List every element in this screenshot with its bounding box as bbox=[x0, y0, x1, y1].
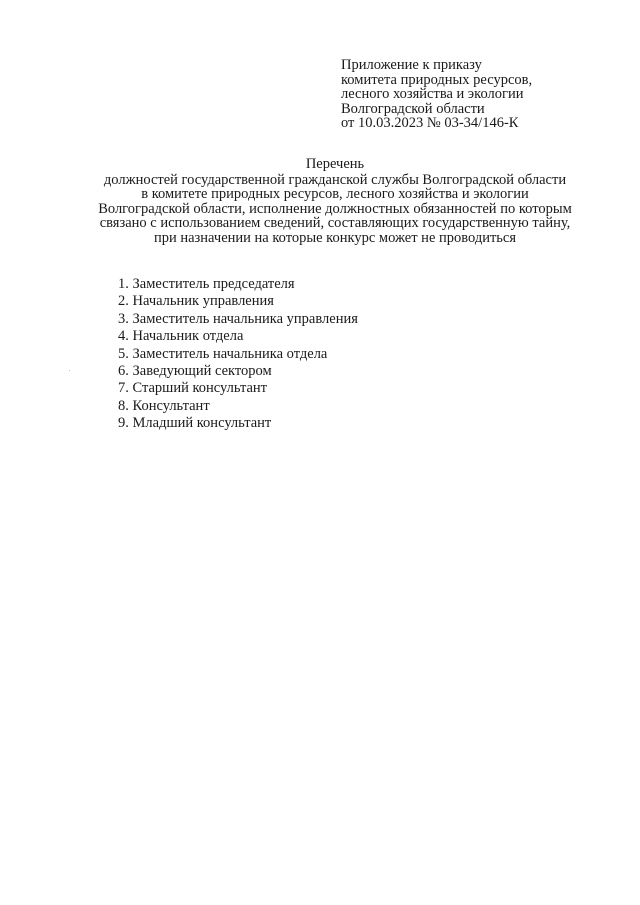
appendix-header bbox=[341, 58, 601, 131]
list-item: 9. Младший консультант bbox=[118, 415, 272, 432]
title-line: должностей государственной гражданской службы Волгоградской области bbox=[103, 171, 567, 188]
list-item: 3. Заместитель начальника управления bbox=[118, 310, 358, 327]
title-line: при назначении на которые конкурс может не проводиться bbox=[153, 229, 517, 246]
appendix-line: комитета природных ресурсов, bbox=[341, 71, 533, 88]
appendix-order-line: от 10.03.2023 № 03-34/146-К bbox=[341, 115, 519, 131]
title-line: Волгоградской области, исполнение должностных обязанностей по которым bbox=[98, 200, 572, 217]
list-item: 1. Заместитель председателя bbox=[118, 276, 295, 292]
list-item: 6. Заведующий сектором bbox=[118, 363, 272, 380]
document-title bbox=[70, 157, 600, 245]
appendix-line: лесного хозяйства и экологии bbox=[341, 86, 524, 102]
list-item: 7. Старший консультант bbox=[118, 380, 268, 397]
list-item: 4. Начальник отдела bbox=[118, 328, 244, 345]
appendix-line: Волгоградской области bbox=[341, 100, 485, 117]
title-line: в комитете природных ресурсов, лесного хозяйства и экологии bbox=[141, 186, 529, 202]
title-heading: Перечень bbox=[305, 156, 365, 172]
positions-list bbox=[118, 276, 358, 433]
list-item: 5. Заместитель начальника отдела bbox=[118, 345, 328, 362]
list-item: 8. Консультант bbox=[118, 397, 210, 414]
list-item: 2. Начальник управления bbox=[118, 293, 274, 310]
title-line: связано с использованием сведений, составляющих государственную тайну, bbox=[99, 215, 571, 231]
scan-speck bbox=[69, 370, 70, 371]
appendix-line: Приложение к приказу bbox=[341, 57, 482, 73]
